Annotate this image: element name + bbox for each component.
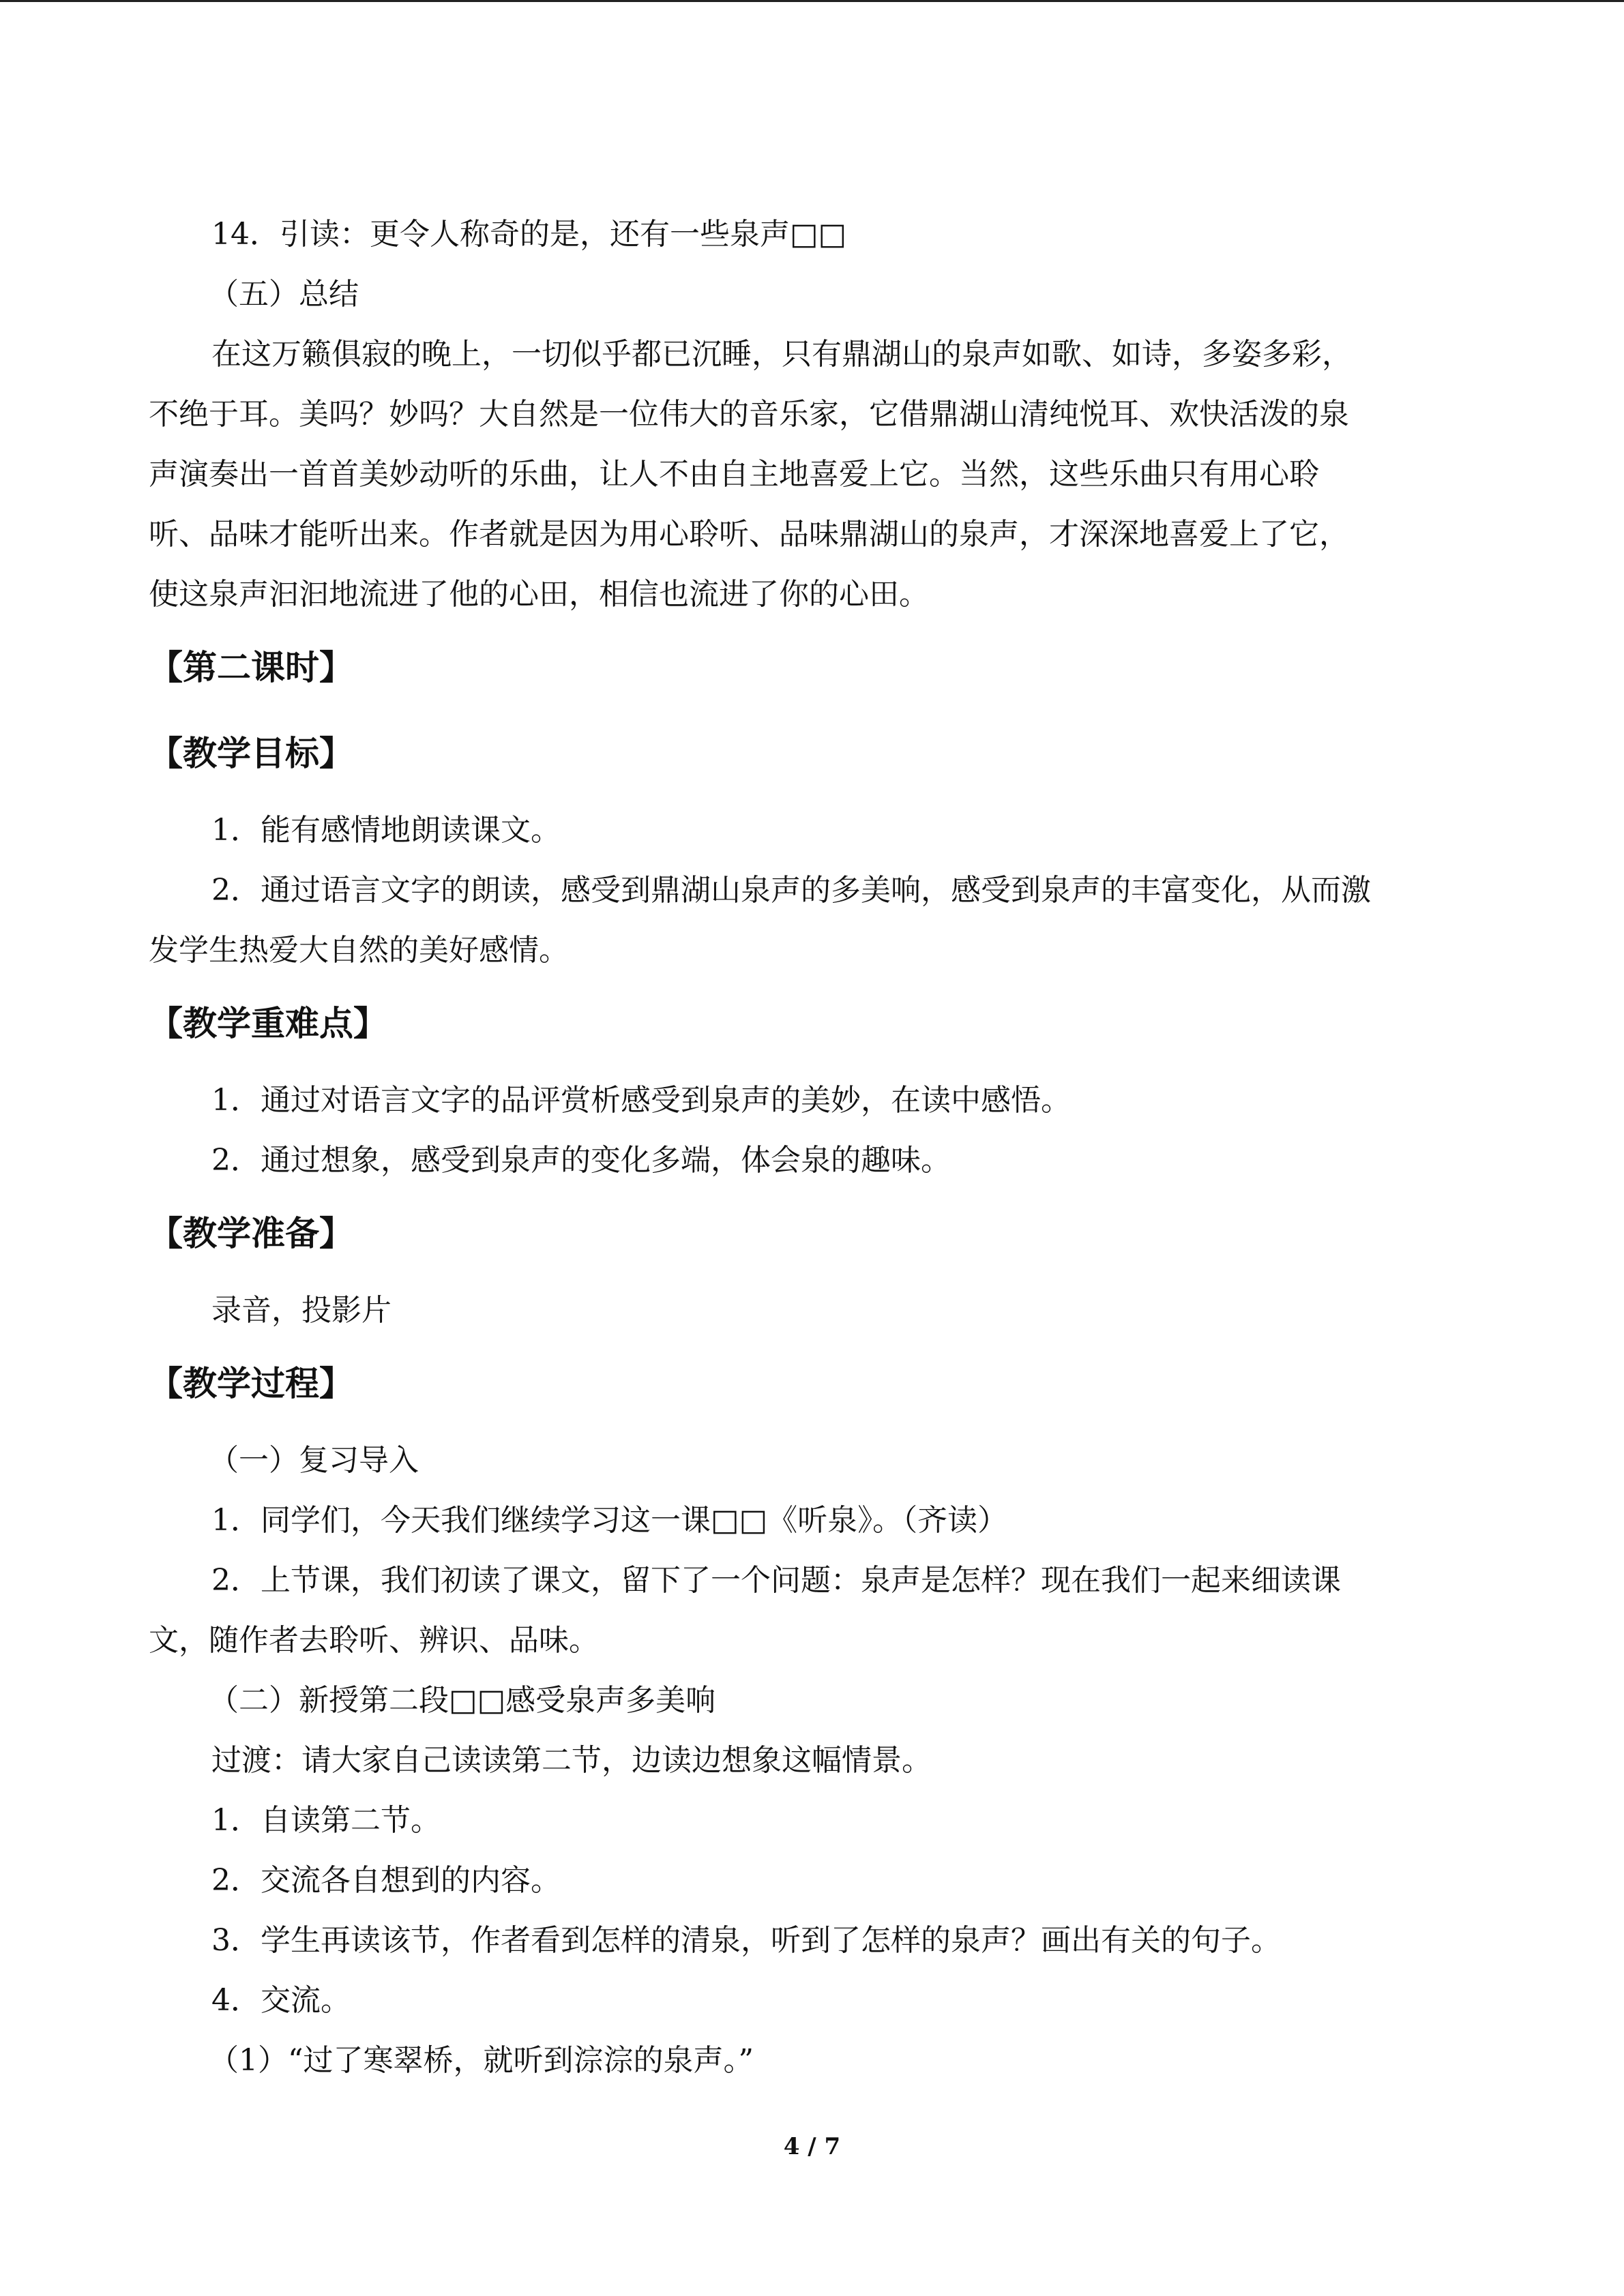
list-item: 1．自读第二节。 bbox=[211, 1803, 441, 1838]
page-top-border bbox=[0, 0, 1624, 2]
list-item: 4．交流。 bbox=[211, 1983, 351, 2018]
section-subheading: （五）总结 bbox=[209, 277, 359, 312]
heading-preparation: 【教学准备】 bbox=[149, 1214, 353, 1253]
paragraph-line: 文，随作者去聆听、辨识、品味。 bbox=[149, 1623, 599, 1658]
list-item: （1）“过了寒翠桥，就听到淙淙的泉声。” bbox=[209, 2043, 754, 2078]
paragraph-line: 使这泉声汩汩地流进了他的心田，相信也流进了你的心田。 bbox=[149, 577, 929, 612]
paragraph-line: 发学生热爱大自然的美好感情。 bbox=[149, 933, 569, 968]
list-item: 2．上节课，我们初读了课文，留下了一个问题：泉声是怎样？现在我们一起来细读课 bbox=[211, 1563, 1341, 1598]
heading-key-difficulties: 【教学重难点】 bbox=[149, 1004, 387, 1043]
document-page bbox=[149, 205, 1486, 2091]
paragraph-line: 听、品味才能听出来。作者就是因为用心聆听、品味鼎湖山的泉声，才深深地喜爱上了它， bbox=[149, 517, 1349, 552]
paragraph-line: 在这万籁俱寂的晚上，一切似乎都已沉睡，只有鼎湖山的泉声如歌、如诗，多姿多彩， bbox=[211, 337, 1352, 372]
list-item: 1．同学们，今天我们继续学习这一课□□《听泉》。（齐读） bbox=[211, 1503, 1008, 1538]
section-subheading: （一）复习导入 bbox=[209, 1443, 419, 1478]
list-item: 1．能有感情地朗读课文。 bbox=[211, 813, 561, 848]
paragraph-line: 不绝于耳。美吗？妙吗？大自然是一位伟大的音乐家，它借鼎湖山清纯悦耳、欢快活泼的泉 bbox=[149, 397, 1349, 432]
heading-teaching-process: 【教学过程】 bbox=[149, 1364, 353, 1403]
list-item: 2．通过想象，感受到泉声的变化多端，体会泉的趣味。 bbox=[211, 1143, 951, 1178]
list-item: 2．交流各自想到的内容。 bbox=[211, 1863, 561, 1898]
paragraph-line: 声演奏出一首首美妙动听的乐曲，让人不由自主地喜爱上它。当然，这些乐曲只有用心聆 bbox=[149, 457, 1319, 492]
heading-teaching-goals: 【教学目标】 bbox=[149, 734, 353, 773]
list-item: 1．通过对语言文字的品评赏析感受到泉声的美妙，在读中感悟。 bbox=[211, 1083, 1071, 1118]
paragraph-line: 14．引读：更令人称奇的是，还有一些泉声□□ bbox=[211, 217, 847, 252]
section-subheading: （二）新授第二段□□感受泉声多美响 bbox=[209, 1683, 716, 1718]
heading-second-lesson: 【第二课时】 bbox=[149, 648, 353, 687]
paragraph-line: 录音，投影片 bbox=[211, 1293, 392, 1328]
page-number: 4 / 7 bbox=[783, 2133, 841, 2160]
paragraph-line: 过渡：请大家自己读读第二节，边读边想象这幅情景。 bbox=[211, 1743, 932, 1778]
list-item: 3．学生再读该节，作者看到怎样的清泉，听到了怎样的泉声？画出有关的句子。 bbox=[211, 1923, 1281, 1958]
list-item: 2．通过语言文字的朗读，感受到鼎湖山泉声的多美响，感受到泉声的丰富变化，从而激 bbox=[211, 873, 1371, 908]
